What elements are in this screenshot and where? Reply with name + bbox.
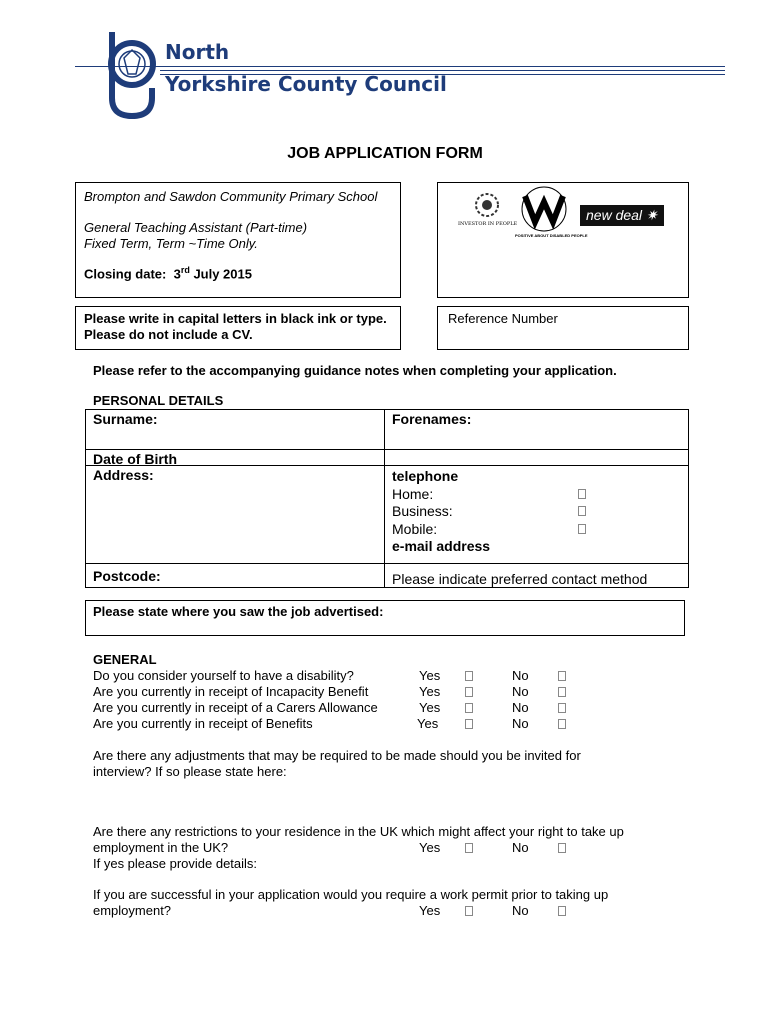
no-checkbox[interactable] [558,703,566,713]
investor-in-people-icon [472,190,502,220]
no-label: No [512,684,529,699]
reference-number-label: Reference Number [448,311,558,326]
home-phone-label: Home: [392,486,434,502]
closing-date [84,265,252,281]
header-rule-bottom [160,74,725,75]
yes-checkbox[interactable] [465,719,473,729]
guidance-note: Please refer to the accompanying guidance notes when completing your application. [93,363,617,378]
new-deal-logo: new deal ✷ [580,205,664,226]
residence-no-checkbox[interactable] [558,843,566,853]
business-phone-label: Business: [392,503,453,519]
row-divider-1 [85,449,689,450]
surname-label: Surname: [93,411,158,427]
q-incapacity: Are you currently in receipt of Incapacity Benefit [93,684,369,699]
no-label: No [512,668,529,683]
header-rule-top [75,66,725,67]
adjustments-question-line2: interview? If so please state here: [93,764,287,779]
contract-term: Fixed Term, Term ~Time Only. [84,236,258,251]
home-checkbox[interactable] [578,489,586,499]
council-crest-logo [100,28,162,120]
header-rule-mid [160,70,725,71]
q-benefits: Are you currently in receipt of Benefits [93,716,313,731]
disabled-label: POSITIVE ABOUT DISABLED PEOPLE [515,233,588,238]
post-title: General Teaching Assistant (Part-time) [84,220,308,235]
adjustments-question-line1: Are there any adjustments that may be required to be made should you be invited for [93,748,581,763]
permit-yes-checkbox[interactable] [465,906,473,916]
no-label: No [512,700,529,715]
yes-label: Yes [419,700,441,715]
iip-label: INVESTOR IN PEOPLE [458,221,518,227]
postcode-label: Postcode: [93,568,161,584]
permit-no-checkbox[interactable] [558,906,566,916]
yes-label: Yes [417,716,439,731]
closing-day: 3 [173,266,181,282]
residence-question-line1: Are there any restrictions to your residence in the UK which might affect your right to take up [93,824,624,839]
q-disability: Do you consider yourself to have a disability? [93,668,354,683]
residence-question-line3: If yes please provide details: [93,856,258,871]
new-deal-label: new deal [586,207,643,223]
yes-checkbox[interactable] [465,671,473,681]
yes-checkbox[interactable] [465,703,473,713]
no-checkbox[interactable] [558,671,566,681]
yes-label: Yes [419,668,441,683]
closing-rest: July 2015 [193,266,252,282]
email-label: e-mail address [392,538,491,554]
residence-question-line2: employment in the UK? [93,840,229,855]
no-checkbox[interactable] [558,719,566,729]
col-divider [384,409,385,588]
yes-label: Yes [419,840,441,855]
q-carers: Are you currently in receipt of a Carers Allowance [93,700,378,715]
no-label: No [512,840,529,855]
row-divider-3 [85,563,689,564]
personal-details-table [85,409,689,588]
permit-question-line1: If you are successful in your application would you require a work permit prior to taking up [93,887,609,902]
org-name-line2: Yorkshire County Council [165,72,447,96]
no-label: No [512,903,529,918]
mobile-checkbox[interactable] [578,524,586,534]
no-label: No [512,716,529,731]
personal-details-heading: PERSONAL DETAILS [93,393,224,408]
dob-label: Date of Birth [93,451,177,467]
business-checkbox[interactable] [578,506,586,516]
yes-label: Yes [419,903,441,918]
mobile-phone-label: Mobile: [392,521,438,537]
closing-suffix: rd [180,265,190,275]
general-heading: GENERAL [93,652,157,667]
address-label: Address: [93,467,154,483]
org-name-line1: North [165,40,230,64]
school-name: Brompton and Sawdon Community Primary School [84,189,378,204]
telephone-label: telephone [392,468,459,484]
yes-label: Yes [419,684,441,699]
form-title: JOB APPLICATION FORM [287,145,483,162]
permit-question-line2: employment? [93,903,172,918]
no-checkbox[interactable] [558,687,566,697]
closing-label: Closing date: [84,266,167,282]
residence-yes-checkbox[interactable] [465,843,473,853]
yes-checkbox[interactable] [465,687,473,697]
positive-about-disabled-icon [517,186,571,232]
preferred-contact-label: Please indicate preferred contact method [392,571,648,587]
capital-letters-instruction: Please write in capital letters in black ink or type. Please do not include a CV. [84,311,387,342]
forenames-label: Forenames: [392,411,472,427]
advert-label: Please state where you saw the job advertised: [93,604,384,619]
